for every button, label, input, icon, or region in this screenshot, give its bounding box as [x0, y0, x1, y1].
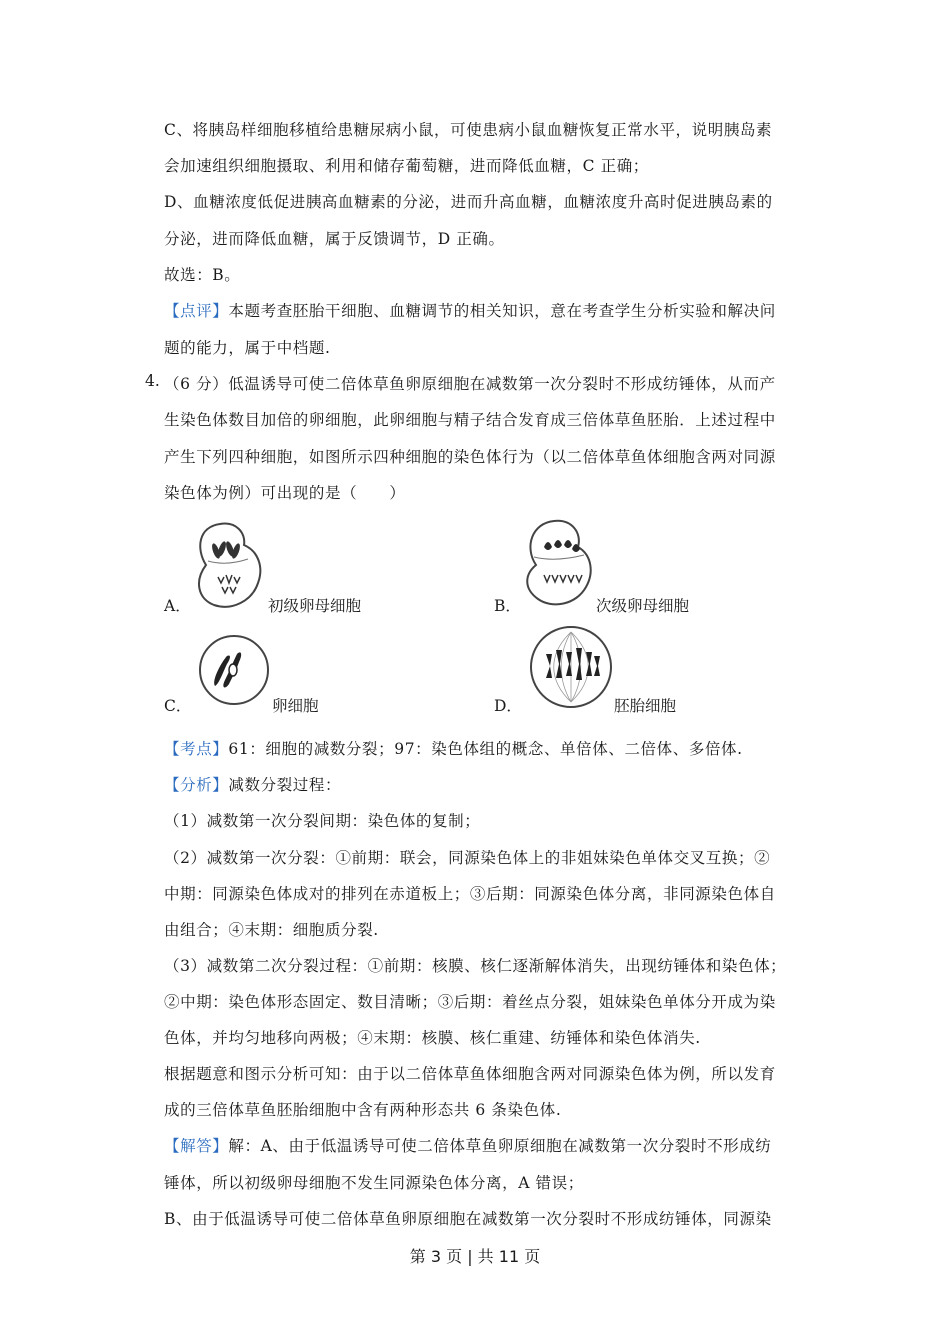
figure-egg-cell	[197, 632, 271, 708]
question-line: 生染色体数目加倍的卵细胞，此卵细胞与精子结合发育成三倍体草鱼胚胎．上述过程中	[164, 411, 776, 429]
option-b-caption: 次级卵母细胞	[596, 597, 690, 615]
jieda-line	[164, 1134, 772, 1156]
text-line: C、将胰岛样细胞移植给患糖尿病小鼠，可使患病小鼠血糖恢复正常水平，说明胰岛素	[164, 121, 773, 139]
option-a-caption: 初级卵母细胞	[268, 597, 362, 615]
fenxi-line: 根据题意和图示分析可知：由于以二倍体草鱼体细胞含两对同源染色体为例，所以发育	[164, 1065, 776, 1083]
fenxi-text: 减数分裂过程：	[228, 776, 342, 794]
option-a-letter: A．	[164, 597, 191, 615]
jieda-line: 锤体，所以初级卵母细胞不发生同源染色体分离，A 错误；	[164, 1174, 584, 1192]
fenxi-line: （1）减数第一次分裂间期：染色体的复制；	[164, 812, 481, 830]
comment-line	[164, 299, 776, 321]
option-c-caption: 卵细胞	[272, 697, 319, 715]
option-d-letter: D．	[494, 697, 522, 715]
fenxi-line: ②中期：染色体形态固定、数目清晰；③后期：着丝点分裂，姐妹染色单体分开成为染	[164, 993, 776, 1011]
jieda-tag: 【解答】	[164, 1137, 229, 1155]
kaodian-line	[164, 737, 743, 759]
fenxi-line: （3）减数第二次分裂过程：①前期：核膜、核仁逐渐解体消失，出现纺锤体和染色体；	[164, 957, 787, 975]
fenxi-tag: 【分析】	[164, 776, 229, 794]
text-line: 分泌，进而降低血糖，属于反馈调节，D 正确。	[164, 230, 505, 248]
text-line: 会加速组织细胞摄取、利用和储存葡萄糖，进而降低血糖，C 正确；	[164, 157, 649, 175]
text-line: D、血糖浓度低促进胰高血糖素的分泌，进而升高血糖，血糖浓度升高时促进胰岛素的	[164, 193, 773, 211]
fenxi-line: 成的三倍体草鱼胚胎细胞中含有两种形态共 6 条染色体.	[164, 1101, 562, 1119]
question-line: 染色体为例）可出现的是（ ）	[164, 484, 406, 502]
fenxi-line: 由组合；④末期：细胞质分裂.	[164, 921, 379, 939]
fenxi-line: （2）减数第一次分裂：①前期：联会，同源染色体上的非姐妹染色单体交叉互换；②	[164, 849, 771, 867]
fenxi-line: 色体，并均匀地移向两极；④末期：核膜、核仁重建、纺锤体和染色体消失.	[164, 1029, 701, 1047]
comment-tag: 【点评】	[164, 302, 229, 320]
fenxi-line: 中期：同源染色体成对的排列在赤道板上；③后期：同源染色体分离，非同源染色体自	[164, 885, 776, 903]
option-c-letter: C．	[164, 697, 192, 715]
page-footer: 第 3 页 | 共 11 页	[409, 1247, 541, 1266]
kaodian-tag: 【考点】	[164, 740, 229, 758]
question-number: 4.	[145, 372, 160, 390]
fenxi-line	[164, 773, 341, 795]
kaodian-text: 61：细胞的减数分裂；97：染色体组的概念、单倍体、二倍体、多倍体.	[228, 740, 743, 758]
jieda-text: 解：A、由于低温诱导可使二倍体草鱼卵原细胞在减数第一次分裂时不形成纺	[228, 1137, 772, 1155]
question-line: 产生下列四种细胞，如图所示四种细胞的染色体行为（以二倍体草鱼体细胞含两对同源	[164, 448, 776, 466]
figure-secondary-oocyte	[522, 517, 598, 609]
option-d-caption: 胚胎细胞	[614, 697, 677, 715]
figure-primary-oocyte	[192, 519, 268, 611]
question-line: （6 分）低温诱导可使二倍体草鱼卵原细胞在减数第一次分裂时不形成纺锤体，从而产	[164, 375, 776, 393]
figure-embryo-cell	[528, 624, 614, 710]
text-line: 故选：B。	[164, 266, 241, 284]
jieda-line: B、由于低温诱导可使二倍体草鱼卵原细胞在减数第一次分裂时不形成纺锤体，同源染	[164, 1210, 772, 1228]
option-b-letter: B．	[494, 597, 521, 615]
comment-text: 本题考查胚胎干细胞、血糖调节的相关知识，意在考查学生分析实验和解决问	[228, 302, 776, 320]
comment-line-2: 题的能力，属于中档题.	[164, 339, 331, 357]
